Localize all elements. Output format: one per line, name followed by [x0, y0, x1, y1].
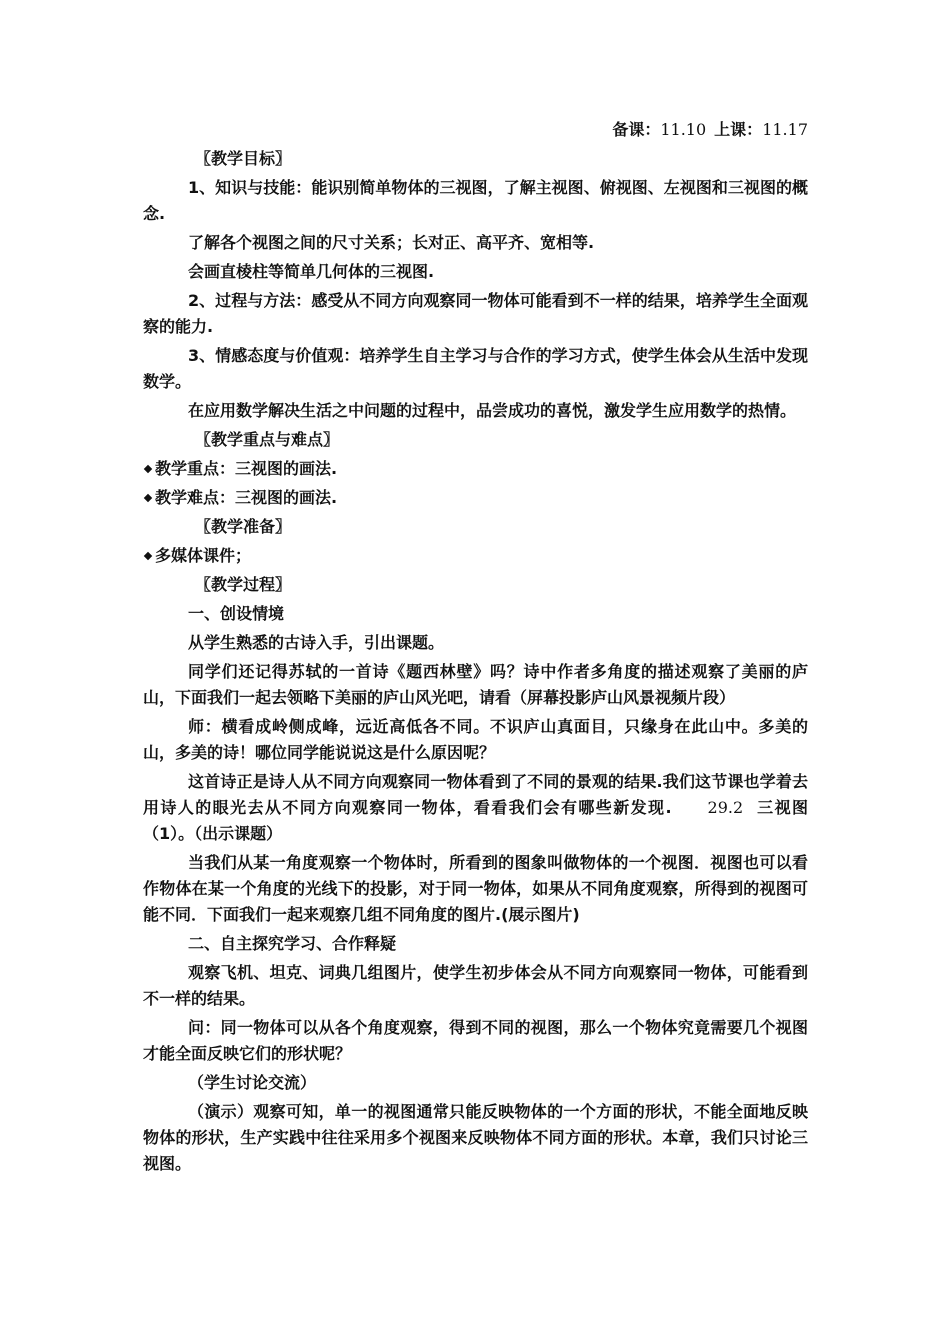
- process-paragraph: （学生讨论交流）: [188, 1073, 317, 1092]
- preparation-heading: 〖教学准备〗: [195, 517, 292, 536]
- diamond-bullet-icon: [144, 552, 152, 560]
- keypoint-difficulty-text: 教学难点：三视图的画法.: [155, 488, 338, 507]
- keypoint-focus: [143, 456, 808, 482]
- topic-lead-text: 这首诗正是诗人从不同方向观察同一物体看到了不同的景观的结果.我们这节课也学着去用诗人的眼光去从不同方向观察同一物体，看看我们会有哪些新发现.: [143, 772, 808, 817]
- objective-knowledge: 1、知识与技能：能识别简单物体的三视图，了解主视图、俯视图、左视图和三视图的概念.: [143, 178, 808, 223]
- preparation-item: [143, 543, 808, 569]
- objective-dimensions: 了解各个视图之间的尺寸关系；长对正、高平齐、宽相等.: [188, 233, 595, 252]
- process-paragraph: （演示）观察可知，单一的视图通常只能反映物体的一个方面的形状，不能全面地反映物体的形状，生产实践中往往采用多个视图来反映物体不同方面的形状。本章，我们只讨论三视图。: [143, 1102, 808, 1173]
- objective-drawing: 会画直棱柱等简单几何体的三视图.: [188, 262, 435, 281]
- part2-title: 二、自主探究学习、合作释疑: [188, 934, 397, 953]
- keypoint-focus-text: 教学重点：三视图的画法.: [155, 459, 338, 478]
- class-date: 11.17: [762, 120, 808, 139]
- topic-title-text: 三视图（1）。（出示课题）: [143, 798, 808, 843]
- diamond-bullet-icon: [144, 465, 152, 473]
- process-paragraph: 问：同一物体可以从各个角度观察，得到不同的视图，那么一个物体究竟需要几个视图才能全面反映它们的形状呢？: [143, 1018, 808, 1063]
- prep-date: 11.10: [660, 120, 707, 139]
- lesson-plan-body: [143, 117, 808, 1180]
- process-paragraph: 当我们从某一角度观察一个物体时，所看到的图象叫做物体的一个视图．视图也可以看作物体在某一个角度的光线下的投影，对于同一物体，如果从不同角度观察，所得到的视图可能不同．下面我们一起来观察几组不同角度的图片.(展示图片): [143, 853, 808, 924]
- keypoint-difficulty: [143, 485, 808, 511]
- diamond-bullet-icon: [144, 494, 152, 502]
- process-paragraph: 同学们还记得苏轼的一首诗《题西林壁》吗？诗中作者多角度的描述观察了美丽的庐山，下面我们一起去领略下美丽的庐山风光吧，请看（屏幕投影庐山风景视频片段）: [143, 662, 808, 707]
- process-paragraph: 观察飞机、坦克、词典几组图片，使学生初步体会从不同方向观察同一物体，可能看到不一样的结果。: [143, 963, 808, 1008]
- schedule-header: [143, 117, 808, 143]
- section-number: 29.2: [707, 798, 744, 817]
- process-paragraph: 师：横看成岭侧成峰，远近高低各不同。不识庐山真面目，只缘身在此山中。多美的山，多美的诗！哪位同学能说说这是什么原因呢？: [143, 717, 808, 762]
- objective-attitude: 3、情感态度与价值观：培养学生自主学习与合作的学习方式，使学生体会从生活中发现数学。: [143, 346, 808, 391]
- objective-process: 2、过程与方法：感受从不同方向观察同一物体可能看到不一样的结果，培养学生全面观察的能力.: [143, 291, 808, 336]
- objective-application: 在应用数学解决生活之中问题的过程中，品尝成功的喜悦，激发学生应用数学的热情。: [188, 401, 797, 420]
- prep-label: 备课：: [612, 120, 661, 139]
- objectives-heading: 〖教学目标〗: [195, 149, 292, 168]
- part1-title: 一、创设情境: [188, 604, 285, 623]
- keypoints-heading: 〖教学重点与难点〗: [195, 430, 340, 449]
- process-paragraph-topic: [143, 769, 808, 847]
- process-heading: 〖教学过程〗: [195, 575, 292, 594]
- class-label: 上课：: [714, 120, 763, 139]
- preparation-item-text: 多媒体课件；: [155, 546, 252, 565]
- process-paragraph: 从学生熟悉的古诗入手，引出课题。: [188, 633, 445, 652]
